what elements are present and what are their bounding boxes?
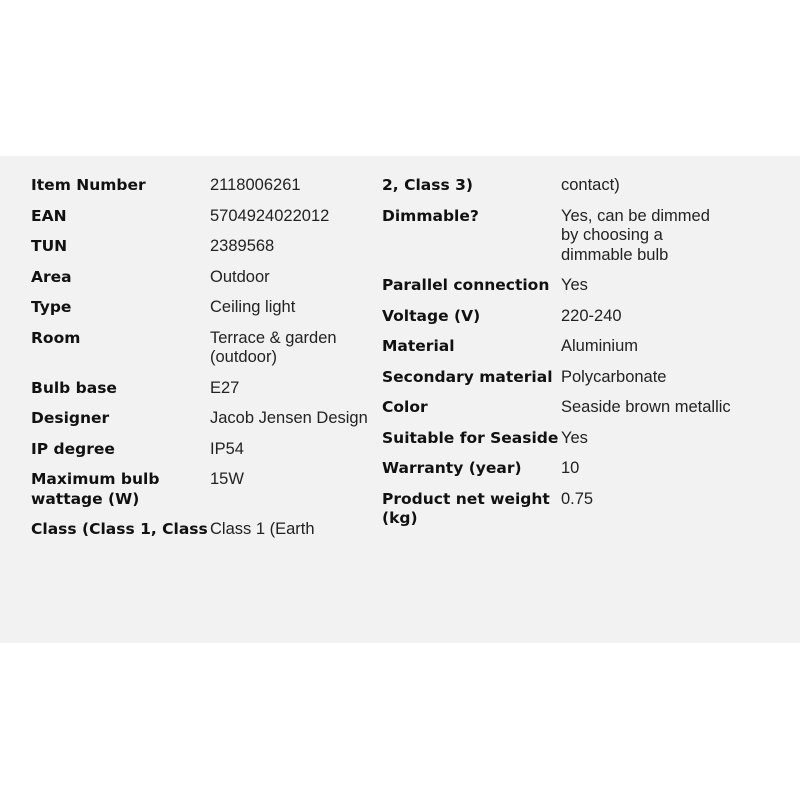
spec-value-max-bulb-wattage: 15W: [210, 470, 244, 488]
spec-value-dimmable: Yes, can be dimmed by choosing a dimmable bulb: [561, 206, 710, 264]
spec-label-warranty: Warranty (year): [382, 459, 522, 477]
spec-label-color: Color: [382, 398, 428, 416]
spec-label-net-weight: Product net weight (kg): [382, 489, 550, 527]
spec-label-room: Room: [31, 328, 81, 347]
spec-value-class: Class 1 (Earth: [210, 520, 315, 538]
spec-value-room: Terrace & garden (outdoor): [210, 328, 337, 366]
spec-label-dimmable: Dimmable?: [382, 206, 479, 225]
spec-label-tun: TUN: [31, 237, 68, 255]
spec-value-item-number: 2118006261: [210, 176, 301, 194]
spec-label-suitable-for-seaside: Suitable for Seaside: [382, 428, 559, 447]
spec-value-color: Seaside brown metallic: [561, 398, 731, 416]
spec-label-ip-degree: IP degree: [31, 439, 115, 458]
spec-label-ean: EAN: [31, 206, 67, 225]
spec-label-designer: Designer: [31, 409, 110, 427]
spec-column-left: [31, 176, 375, 540]
spec-label-max-bulb-wattage: Maximum bulb wattage (W): [31, 470, 160, 508]
spec-value-warranty: 10: [561, 459, 580, 477]
spec-label-secondary-material: Secondary material: [382, 367, 553, 386]
spec-value-parallel-connection: Yes: [561, 276, 588, 294]
spec-label-material: Material: [382, 337, 455, 355]
spec-label-type: Type: [31, 298, 72, 316]
spec-label-class-continued: 2, Class 3): [382, 176, 473, 194]
spec-column-right: [382, 176, 731, 529]
spec-value-voltage: 220-240: [561, 306, 622, 325]
spec-value-ip-degree: IP54: [210, 439, 244, 458]
spec-value-bulb-base: E27: [210, 378, 240, 397]
spec-value-suitable-for-seaside: Yes: [561, 428, 588, 447]
spec-label-class: Class (Class 1, Class: [31, 520, 208, 538]
spec-value-net-weight: 0.75: [561, 489, 594, 508]
spec-label-area: Area: [31, 267, 72, 286]
spec-label-voltage: Voltage (V): [382, 306, 481, 325]
spec-label-bulb-base: Bulb base: [31, 378, 117, 397]
spec-value-secondary-material: Polycarbonate: [561, 367, 667, 386]
spec-value-area: Outdoor: [210, 267, 270, 286]
spec-value-tun: 2389568: [210, 237, 275, 255]
spec-label-item-number: Item Number: [31, 176, 146, 194]
spec-label-parallel-connection: Parallel connection: [382, 276, 550, 294]
spec-value-ean: 5704924022012: [210, 206, 330, 225]
specifications-panel: [0, 156, 800, 643]
spec-value-material: Aluminium: [561, 337, 639, 355]
spec-value-type: Ceiling light: [210, 298, 296, 316]
spec-value-class-continued: contact): [561, 176, 620, 194]
spec-value-designer: Jacob Jensen Design: [210, 409, 368, 427]
